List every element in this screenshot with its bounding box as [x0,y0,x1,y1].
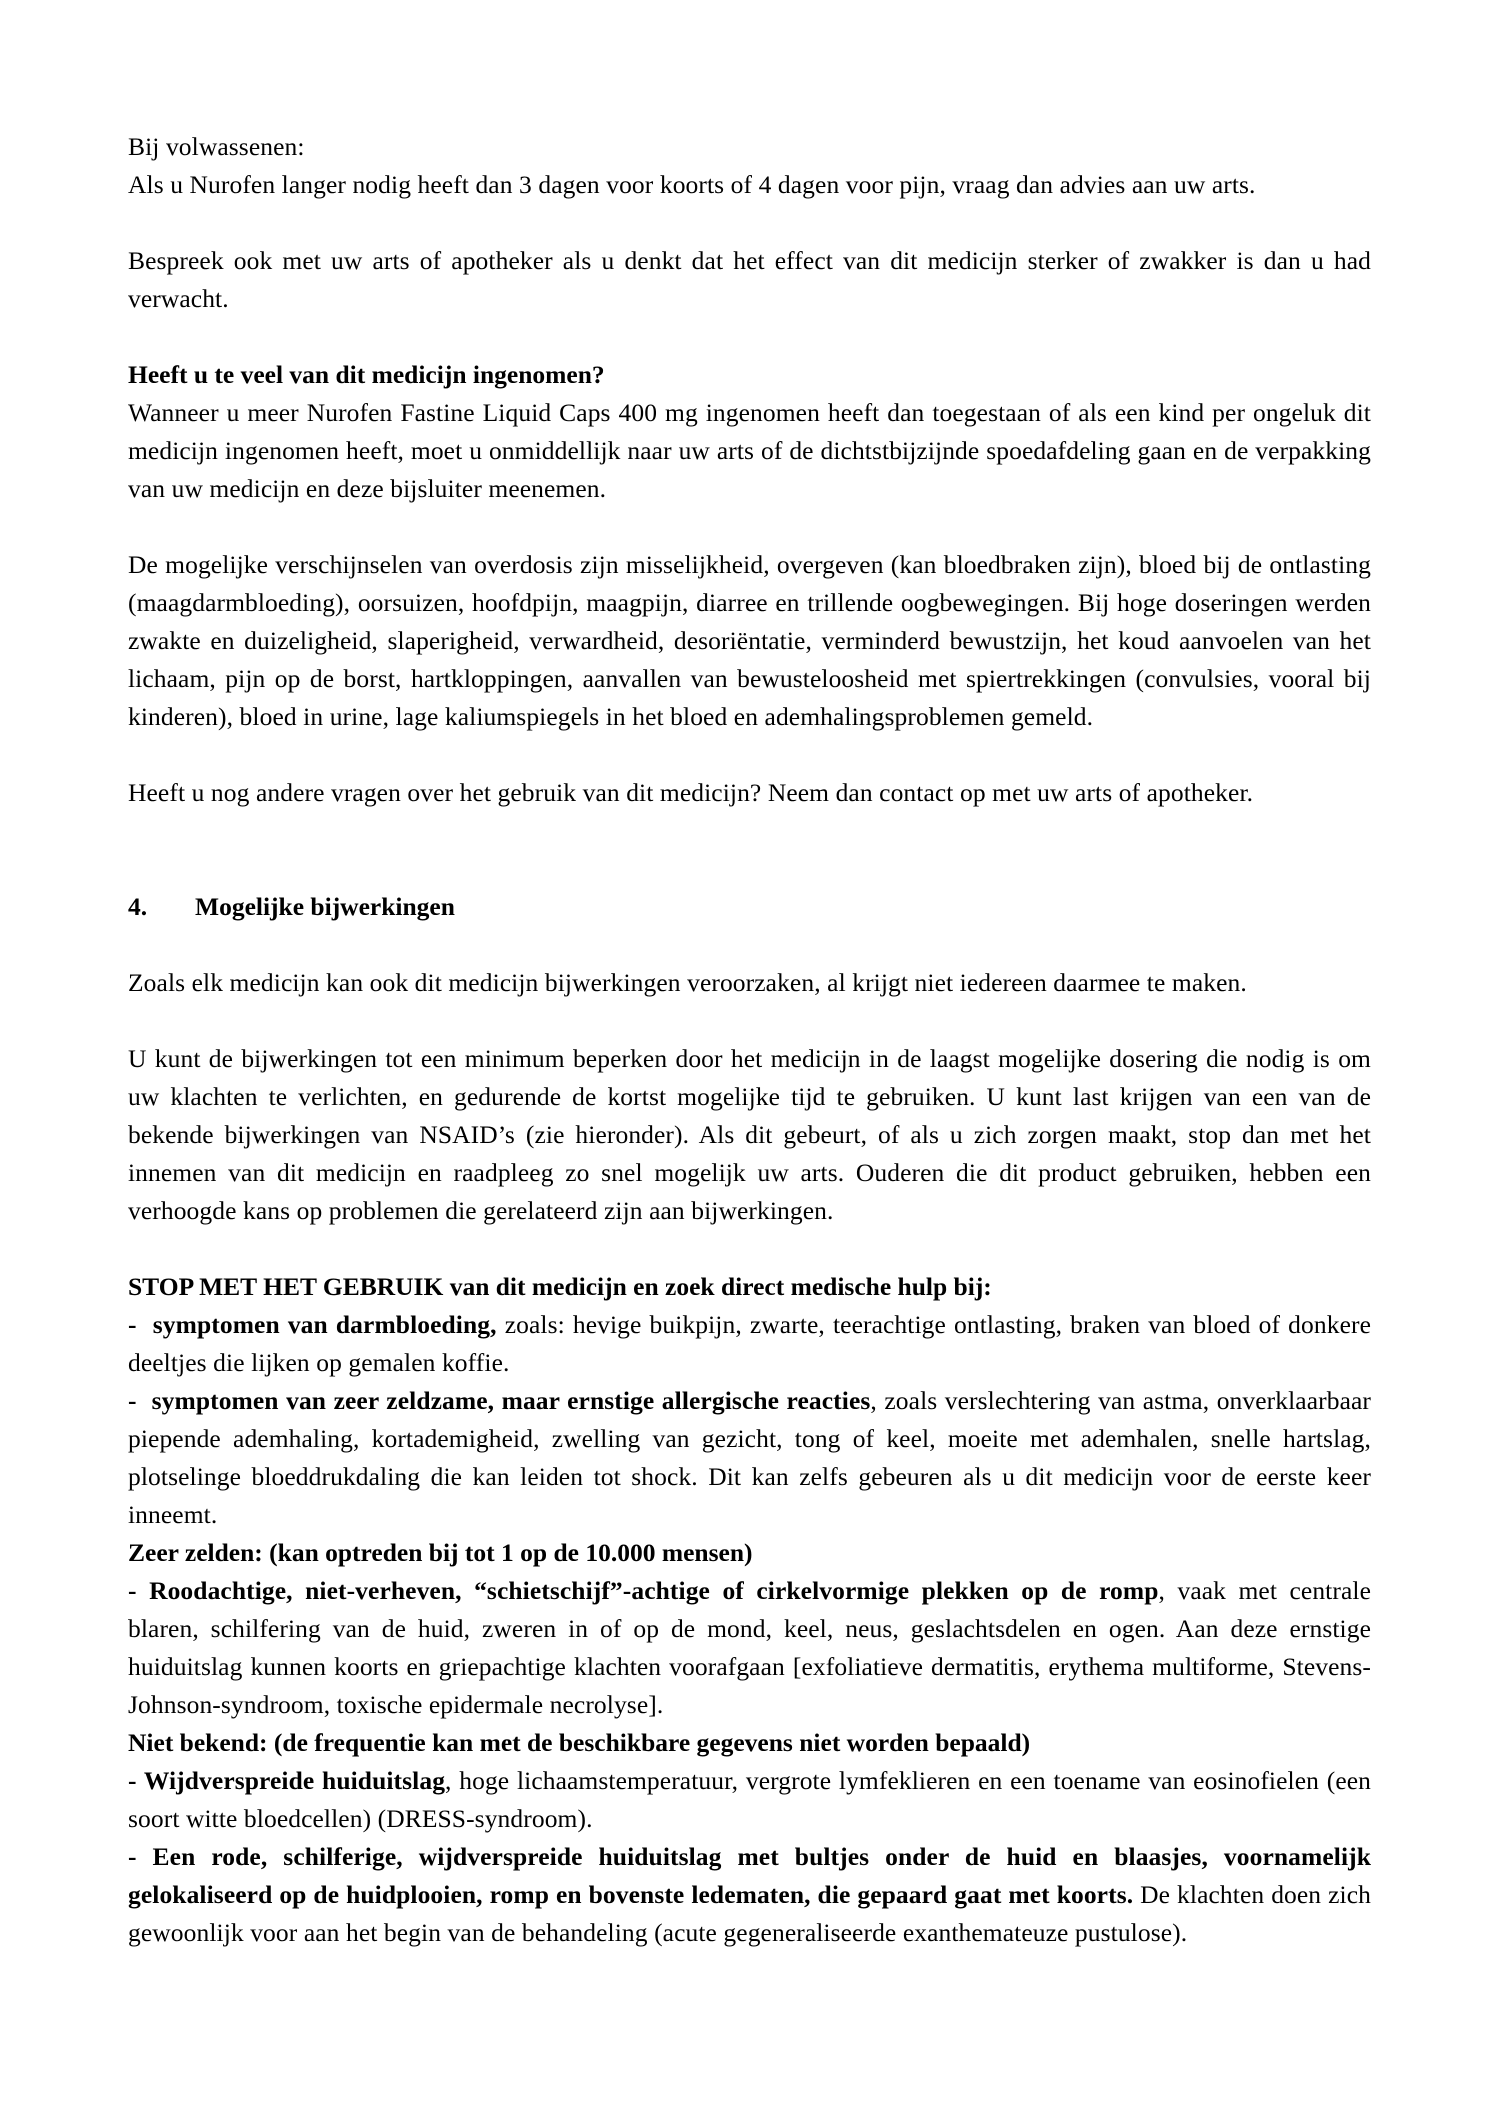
frequency-not-known-text: Niet bekend: (de frequentie kan met de beschikbare gegevens niet worden bepaald) [128,1728,1031,1757]
spacer [128,736,1371,774]
bullet-target-lesions-text: , vaak met centrale blaren, schilfering van de huid, zweren in of op de mond, keel, neus, geslachtsdelen en ogen. Aan deze ernstige huiduitslag kunnen koorts en griepachtige klachten voorafgaan [exfoliatieve dermatitis, erythema multiforme, Stevens-Johnson-syndroom, toxische epidermale necrolyse]. [128,1576,1371,1719]
bullet-intestinal-bleeding-text: zoals: hevige buikpijn, zwarte, teerachtige ontlasting, braken van bloed of donkere deeltjes die lijken op gemalen koffie. [128,1310,1371,1377]
bullet-dress-syndrome [128,1762,1371,1838]
section-4-title: Mogelijke bijwerkingen [195,892,455,921]
overdose-symptoms-text: De mogelijke verschijnselen van overdosis zijn misselijkheid, overgeven (kan bloedbraken zijn), bloed bij de ontlasting (maagdarmbloeding), oorsuizen, hoofdpijn, maagpijn, diarree en trillende oogbewegingen. Bij hoge doseringen werden zwakte en duizeligheid, slaperigheid, verwardheid, desoriëntatie, verminderd bewustzijn, het koud aanvoelen van het lichaam, pijn op de borst, hartkloppingen, aanvallen van bewusteloosheid met spiertrekkingen (convulsies, vooral bij kinderen), bloed in urine, lage kaliumspiegels in het bloed en ademhalingsproblemen gemeld. [128,550,1371,731]
bullet-target-lesions [128,1572,1371,1724]
frequency-very-rare-text: Zeer zelden: (kan optreden bij tot 1 op de 10.000 mensen) [128,1538,753,1567]
paragraph-other-questions [128,774,1371,812]
heading-overdose-text: Heeft u te veel van dit medicijn ingenomen? [128,360,605,389]
paragraph-adults-duration [128,166,1371,204]
bullet-allergic-reactions-lead: symptomen van zeer zeldzame, maar ernstige allergische reacties [151,1386,871,1415]
paragraph-overdose-symptoms [128,546,1371,736]
bullet-pustulosis [128,1838,1371,1952]
overdose-action-text: Wanneer u meer Nurofen Fastine Liquid Caps 400 mg ingenomen heeft dan toegestaan of als een kind per ongeluk dit medicijn ingenomen heeft, moet u onmiddellijk naar uw arts of de dichtstbijzijnde spoedafdeling gaan en de verpakking van uw medicijn en deze bijsluiter meenemen. [128,398,1371,503]
page-content [128,128,1371,1952]
spacer [128,1002,1371,1040]
spacer [128,926,1371,964]
heading-overdose [128,356,1371,394]
bullet-dash: - [128,1310,137,1339]
bullet-dress-syndrome-text: , hoge lichaamstemperatuur, vergrote lymfeklieren en een toename van eosinofielen (een soort witte bloedcellen) (DRESS-syndroom). [128,1766,1372,1833]
frequency-very-rare [128,1534,1371,1572]
spacer [128,318,1371,356]
spacer [128,204,1371,242]
bullet-intestinal-bleeding [128,1306,1371,1382]
paragraph-minimize-side-effects [128,1040,1371,1230]
paragraph-adults-label [128,128,1371,166]
other-questions-text: Heeft u nog andere vragen over het gebruik van dit medicijn? Neem dan contact op met uw arts of apotheker. [128,778,1254,807]
bullet-allergic-reactions [128,1382,1371,1534]
heading-stop-usage-text: STOP MET HET GEBRUIK van dit medicijn en zoek direct medische hulp bij: [128,1272,992,1301]
bullet-intestinal-bleeding-lead: symptomen van darmbloeding, [152,1310,497,1339]
section-4-intro-text: Zoals elk medicijn kan ook dit medicijn bijwerkingen veroorzaken, al krijgt niet iedereen daarmee te maken. [128,968,1247,997]
paragraph-section-4-intro [128,964,1371,1002]
heading-section-4 [128,888,1371,926]
spacer [128,508,1371,546]
bullet-target-lesions-lead: - Roodachtige, niet-verheven, “schietschijf”-achtige of cirkelvormige plekken op de romp [128,1576,1159,1605]
bullet-allergic-reactions-text: , zoals verslechtering van astma, onverklaarbaar piepende ademhaling, kortademigheid, zwelling van gezicht, tong of keel, moeite met ademhalen, snelle hartslag, plotselinge bloeddrukdaling die kan leiden tot shock. Dit kan zelfs gebeuren als u dit medicijn voor de eerste keer inneemt. [128,1386,1372,1529]
section-4-number: 4. [128,892,148,921]
minimize-side-effects-text: U kunt de bijwerkingen tot een minimum beperken door het medicijn in de laagst mogelijke dosering die nodig is om uw klachten te verlichten, en gedurende de kortst mogelijke tijd te gebruiken. U kunt last krijgen van een van de bekende bijwerkingen van NSAID’s (zie hieronder). Als dit gebeurt, of als u zich zorgen maakt, stop dan met het innemen van dit medicijn en raadpleeg zo snel mogelijk uw arts. Ouderen die dit product gebruiken, hebben een verhoogde kans op problemen die gerelateerd zijn aan bijwerkingen. [128,1044,1371,1225]
discuss-effect-text: Bespreek ook met uw arts of apotheker als u denkt dat het effect van dit medicijn sterker of zwakker is dan u had verwacht. [128,246,1371,313]
frequency-not-known [128,1724,1371,1762]
adults-label-text: Bij volwassenen: [128,132,305,161]
heading-stop-usage [128,1268,1371,1306]
paragraph-discuss-effect [128,242,1371,318]
bullet-dress-syndrome-lead: - Wijdverspreide huiduitslag [128,1766,446,1795]
bullet-dash: - [128,1386,137,1415]
spacer-section [128,812,1371,888]
spacer [128,1230,1371,1268]
bullet-pustulosis-lead: - Een rode, schilferige, wijdverspreide huiduitslag met bultjes onder de huid en blaasjes, voornamelijk gelokaliseerd op de huidplooien, romp en bovenste ledematen, die gepaard gaat met koorts. [128,1842,1371,1909]
paragraph-overdose-action [128,394,1371,508]
bullet-pustulosis-text: De klachten doen zich gewoonlijk voor aan het begin van de behandeling (acute gegeneraliseerde exanthemateuze pustulose). [128,1880,1371,1947]
adults-duration-text: Als u Nurofen langer nodig heeft dan 3 dagen voor koorts of 4 dagen voor pijn, vraag dan advies aan uw arts. [128,170,1256,199]
